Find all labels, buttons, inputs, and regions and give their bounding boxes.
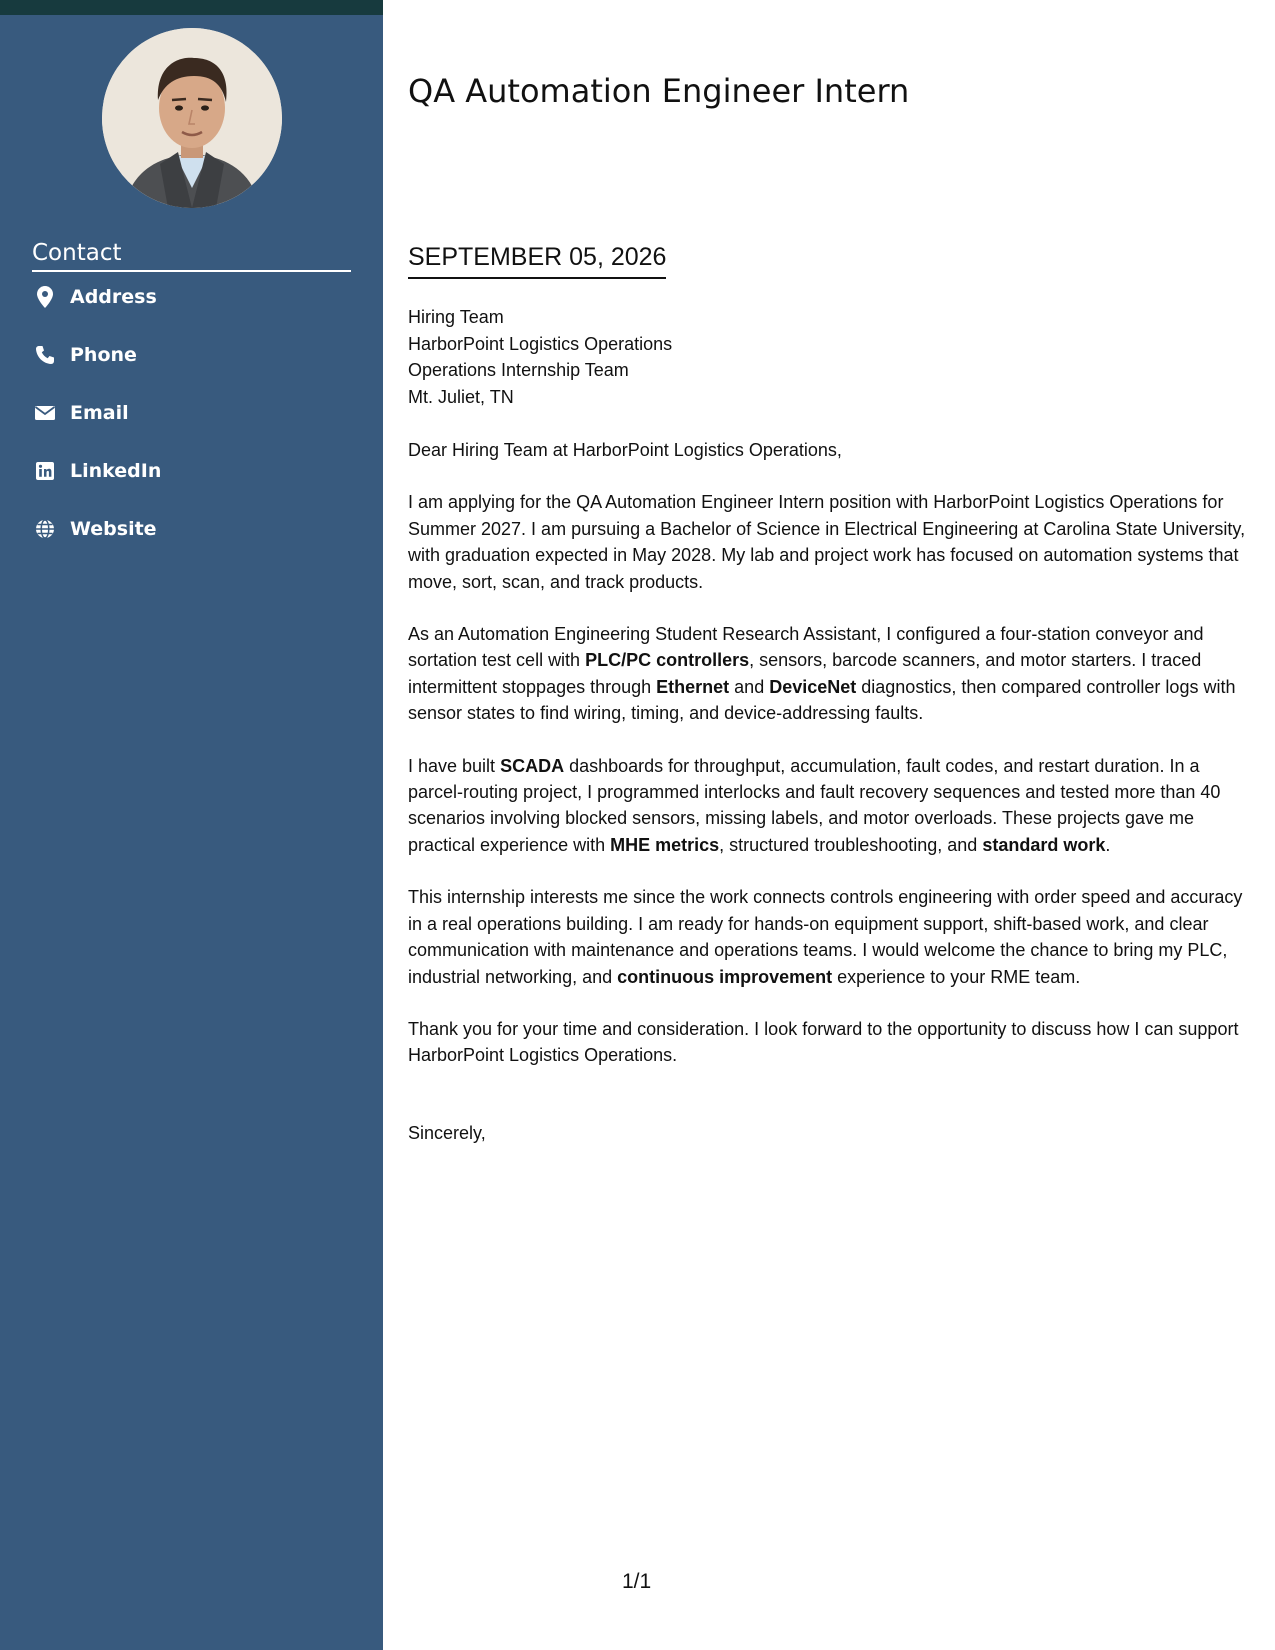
text-span: dashboards for throughput, accumulation, fault codes, and restart duration. In a parcel-routing project, I programmed interlocks and fault recovery sequences and tested more than 40 scenarios involving blocked sensors, missing labels, and motor overloads. These projects gave me practical experience with (408, 755, 1221, 855)
phone-icon (32, 342, 58, 368)
text-span: and (729, 676, 770, 697)
letter-date: SEPTEMBER 05, 2026 (408, 243, 666, 279)
linkedin-icon (32, 458, 58, 484)
salutation: Dear Hiring Team at HarborPoint Logistics Operations, (408, 440, 842, 460)
keyword: MHE metrics (610, 834, 720, 855)
globe-icon (32, 516, 58, 542)
text-span: This internship interests me since the work connects controls engineering with order speed and accuracy in a real operations building. I am ready for hands-on equipment support, shift-based work, and clear communication with maintenance and operations teams. I would welcome the chance to bring my PLC, industrial networking, and (408, 887, 1243, 987)
contact-item-label: LinkedIn (70, 460, 162, 482)
contact-item-email[interactable] (32, 398, 352, 428)
contact-item-label: Address (70, 286, 157, 308)
sidebar-top-bar (0, 0, 383, 15)
recipient-line: Mt. Juliet, TN (408, 386, 514, 407)
text-span: I have built (408, 755, 501, 776)
paragraph-interest (408, 884, 1248, 990)
recipient-line: Operations Internship Team (408, 360, 629, 380)
keyword: PLC/PC controllers (585, 650, 750, 671)
text-span: , sensors, barcode scanners, and motor starters. I traced intermittent stoppages through (408, 650, 1202, 697)
avatar-portrait (102, 28, 282, 208)
contact-item-label: Phone (70, 344, 137, 366)
keyword: SCADA (500, 755, 565, 776)
contact-item-linkedin[interactable] (32, 456, 352, 486)
avatar (102, 28, 282, 208)
closing: Sincerely, (408, 1123, 486, 1143)
recipient-line: HarborPoint Logistics Operations (408, 333, 673, 354)
keyword: standard work (982, 834, 1106, 855)
map-pin-icon (32, 284, 58, 310)
keyword: continuous improvement (617, 966, 833, 987)
text-span: . (1105, 834, 1111, 855)
envelope-icon (32, 400, 58, 426)
recipient-block (408, 304, 672, 410)
sidebar (0, 0, 383, 1650)
contact-list (32, 282, 352, 572)
job-title: QA Automation Engineer Intern (408, 72, 910, 110)
paragraph-thanks: Thank you for your time and consideration. I look forward to the opportunity to discuss how I can support HarborPoint Logistics Operations. (408, 1018, 1239, 1066)
recipient-line: Hiring Team (408, 307, 504, 327)
contact-item-label: Website (70, 518, 157, 540)
paragraph-intro: I am applying for the QA Automation Engineer Intern position with HarborPoint Logistics Operations for Summer 2027. I am pursuing a Bachelor of Science in Electrical Engineering at Carolina State University, with graduation expected in May 2028. My lab and project work has focused on automation systems that move, sort, scan, and track products. (408, 492, 1246, 592)
page-number: 1/1 (622, 1570, 652, 1593)
text-span: , structured troubleshooting, and (719, 834, 983, 855)
contact-item-website[interactable] (32, 514, 352, 544)
text-span: experience to your RME team. (832, 966, 1081, 987)
contact-item-phone[interactable] (32, 340, 352, 370)
contact-heading: Contact (32, 240, 351, 272)
letter-body (408, 437, 1248, 1095)
keyword: DeviceNet (769, 676, 857, 697)
contact-item-label: Email (70, 402, 129, 424)
text-span: diagnostics, then compared controller logs with sensor states to find wiring, timing, and device-addressing faults. (408, 676, 1236, 724)
keyword: Ethernet (656, 676, 730, 697)
paragraph-projects (408, 753, 1248, 859)
contact-item-address[interactable] (32, 282, 352, 312)
paragraph-experience (408, 621, 1248, 727)
text-span: As an Automation Engineering Student Research Assistant, I configured a four-station conveyor and sortation test cell with (408, 624, 1204, 671)
